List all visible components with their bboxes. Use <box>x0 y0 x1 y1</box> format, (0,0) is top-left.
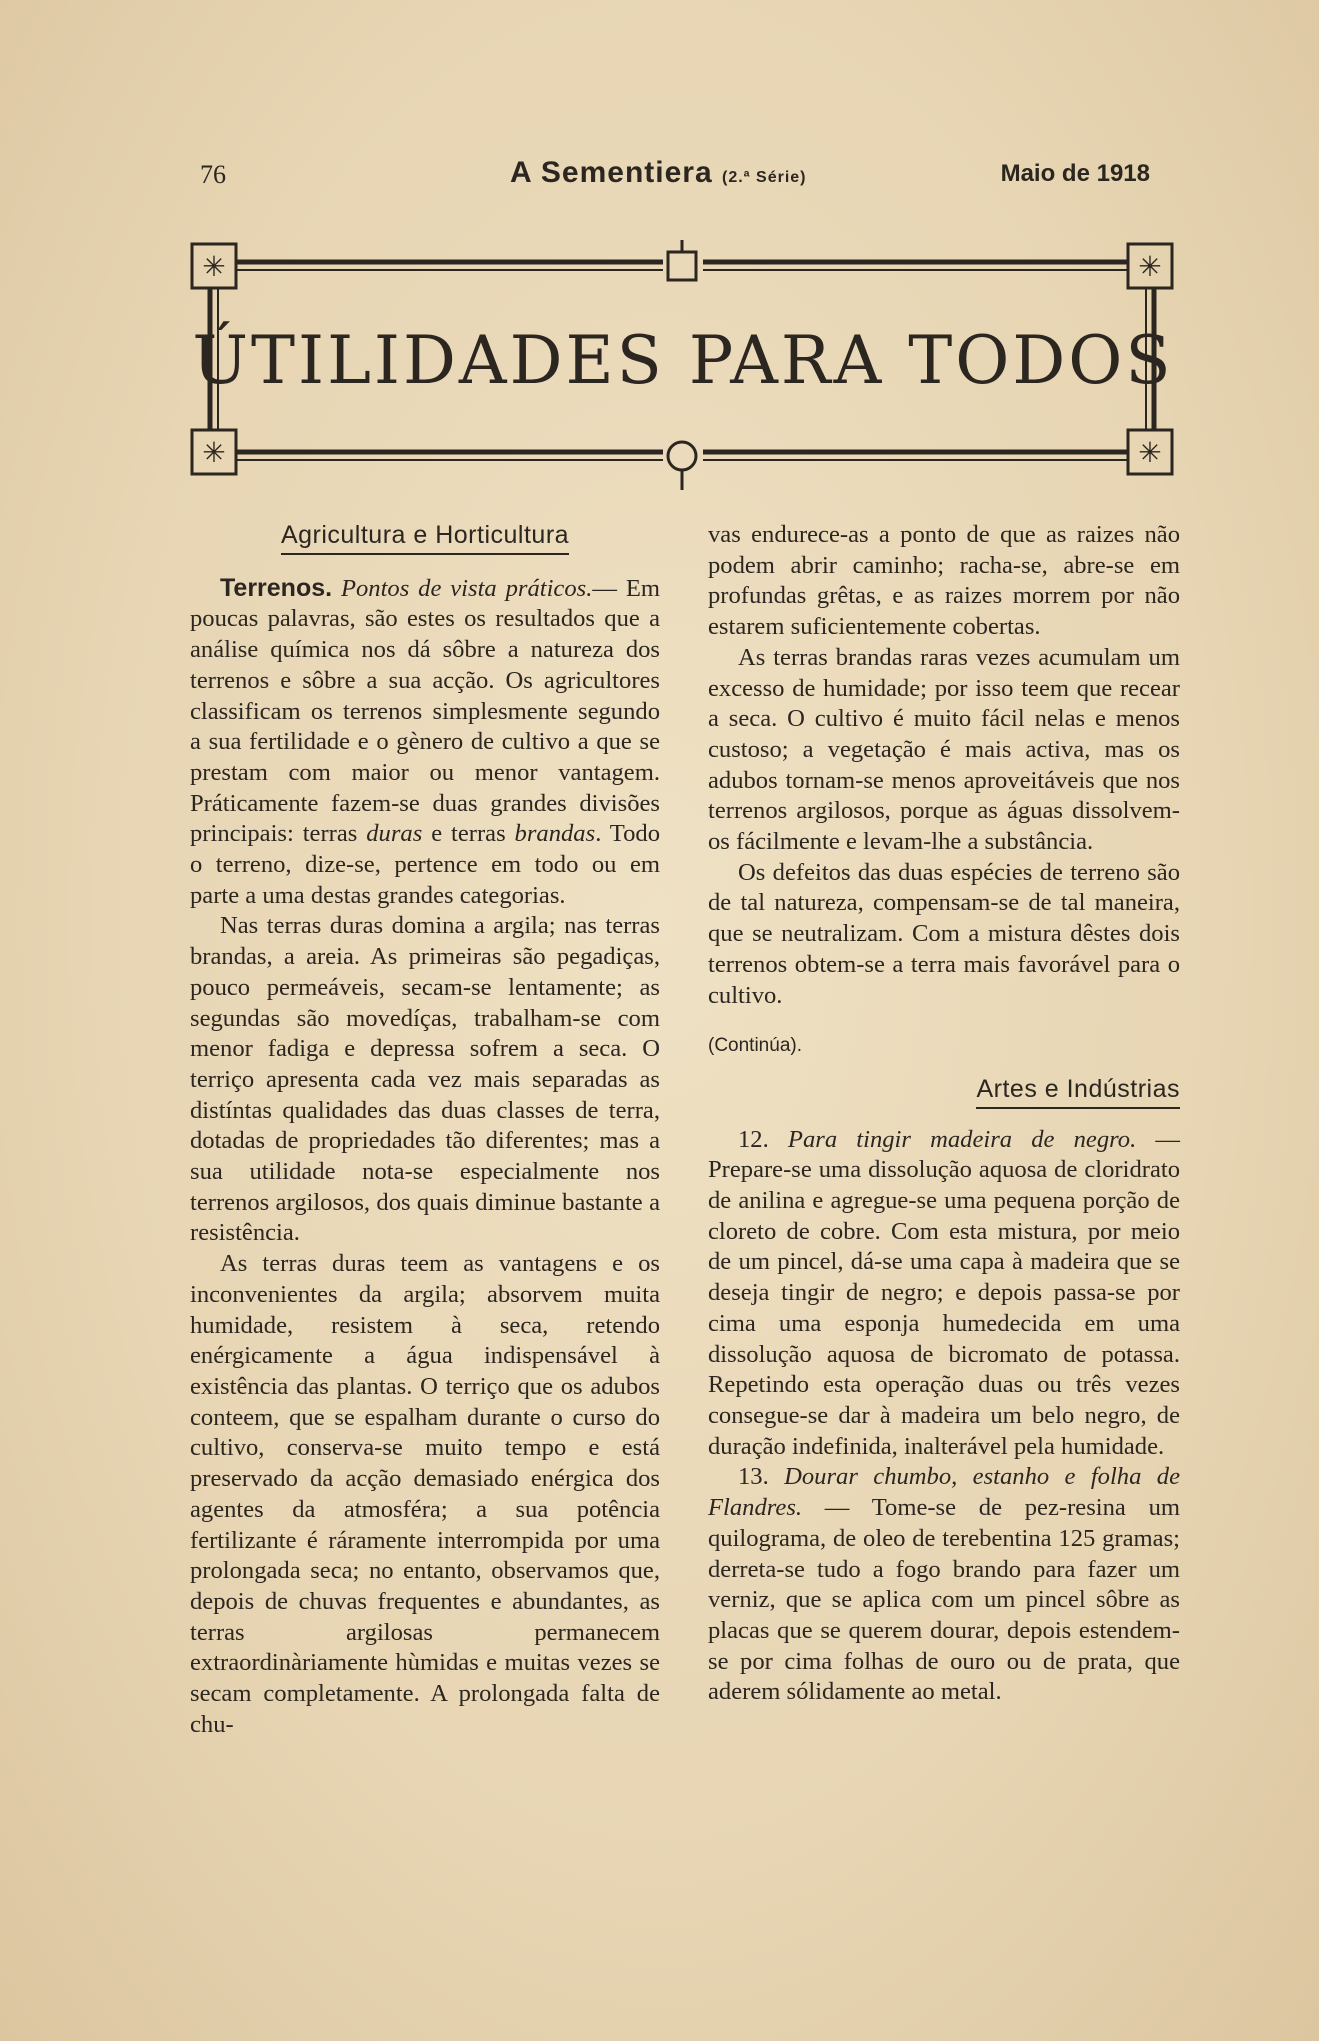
article-lead: Terrenos. <box>220 573 333 602</box>
continued-note: (Continúa). <box>708 1035 802 1057</box>
paragraph-text: As terras duras teem as vantagens e os inconvenientes da argila; absorvem muita humidade, resistem à seca, retendo enérgicamente a água indispensável à existência das plantas. O terriço que os adubos conteem, que se espalham durante o curso do cultivo, conserva-se muito tempo e está preservado da acção demasiado enérgica dos agentes da atmosféra; a sua potência fertilizante é ráramente interrompida por uma prolongada seca; no entanto, observamos que, depois de chuvas frequentes e abundantes, as terras argilosas permanecem extraordinàriamente hùmidas e muitas vezes se secam completamente. A prolongada falta de chu- <box>190 1250 660 1738</box>
paragraph-terrenos <box>190 573 660 912</box>
section-heading-agricultura <box>190 520 660 555</box>
issue-date: Maio de 1918 <box>1000 160 1150 187</box>
paragraph-item-12 <box>708 1125 1180 1463</box>
item-text: — Tome-se de pez-resina um quilograma, de oleo de terebentina 125 gramas; derreta-se tudo a fogo brando para fazer um verniz, que se aplica com um pincel sôbre as placas que se querem dourar, depois estendem-se por cima folhas de ouro ou de prata, que aderem sólidamente ao metal. <box>708 1494 1180 1706</box>
paragraph-text: e terras <box>422 820 515 848</box>
section-heading-text: Agricultura e Horticultura <box>281 520 569 555</box>
svg-text:✳: ✳ <box>1138 250 1162 283</box>
paragraph-text: Nas terras duras domina a argila; nas terras brandas, a areia. As primeiras são pegadiças, pouco permeáveis, secam-se lentamente; as segundas são movedíças, trabalham-se com menor fadiga e depressa sofrem a seca. O terriço apresenta cada vez mais separadas as distíntas qualidades das duas classes de terra, dotadas de propriedades tão diferentes; mas a sua utilidade nota-se especialmente nos terrenos argilosos, dos quais diminue bastante a resistência. <box>190 912 660 1247</box>
svg-text:✳: ✳ <box>202 250 226 283</box>
svg-text:✳: ✳ <box>1138 436 1162 469</box>
journal-title <box>510 156 807 190</box>
right-column <box>708 520 1180 1708</box>
item-title: Para tingir madeira de negro. <box>787 1125 1137 1153</box>
svg-text:✳: ✳ <box>202 436 226 469</box>
article-subtitle: Pontos de vista práticos. <box>340 574 593 602</box>
running-head <box>200 156 1160 200</box>
section-heading-text: Artes e Indústrias <box>976 1074 1180 1109</box>
word-brandas: brandas <box>514 820 596 848</box>
section-heading-artes <box>708 1074 1180 1109</box>
journal-name: A Sementiera <box>510 156 713 189</box>
section-banner <box>188 240 1178 490</box>
item-number: 12. <box>738 1125 769 1153</box>
paragraph-text: As terras brandas raras vezes acumulam um excesso de humidade; por isso teem que recear a seca. O cultivo é muito fácil nelas e menos custoso; a vegetação é mais activa, mas os adubos tornam-se menos aproveitáveis que nos terrenos argilosos, porque as águas dissolvem-os fácilmente e levam-lhe a substância. <box>708 643 1180 856</box>
paragraph-text: Os defeitos das duas espécies de terreno são de tal natureza, compensam-se de tal maneira, que se neutralizam. Com a mistura dêstes dois terrenos obtem-se a terra mais favorável para o cultivo. <box>708 858 1180 1009</box>
word-duras: duras <box>366 820 423 848</box>
paragraph-text: . Todo o terreno, dize-se, pertence em todo ou em parte a uma destas grandes categorias. <box>190 820 660 909</box>
banner-title: ÚTILIDADES PARA TODOS <box>192 322 1174 399</box>
page-number: 76 <box>200 160 226 189</box>
journal-series: (2.ª Série) <box>721 169 807 186</box>
paragraph-text: — Em poucas palavras, são estes os resultados que a análise química nos dá sôbre a natureza dos terrenos e sôbre a sua acção. Os agricultores classificam os terrenos simplesmente segundo a sua fertilidade e o gènero de cultivo a que se prestam com maior ou menor vantagem. Práticamente fazem-se duas grandes divisões principais: terras <box>190 574 660 848</box>
item-title: Dourar chumbo, estanho e folha de Flandres. <box>708 1463 1180 1522</box>
paragraph-text: vas endurece-as a ponto de que as raizes não podem abrir caminho; racha-se, abre-se em profundas grêtas, e as raizes morrem por não estarem suficientemente cobertas. <box>708 521 1180 641</box>
left-column <box>190 520 660 1740</box>
paragraph-item-13 <box>708 1462 1180 1708</box>
item-text: — Prepare-se uma dissolução aquosa de cloridrato de anilina e agregue-se uma pequena porção de cloreto de cobre. Com esta mistura, por meio de um pincel, dá-se uma capa à madeira que se deseja tingir de negro; e depois passa-se por cima uma esponja humedecida em uma dissolução aquosa de bicromato de potassa. Repetindo esta operação duas ou três vezes consegue-se dar à madeira um belo negro, de duração indefinida, inalterável pela humidade. <box>708 1125 1180 1460</box>
item-number: 13. <box>738 1463 769 1491</box>
